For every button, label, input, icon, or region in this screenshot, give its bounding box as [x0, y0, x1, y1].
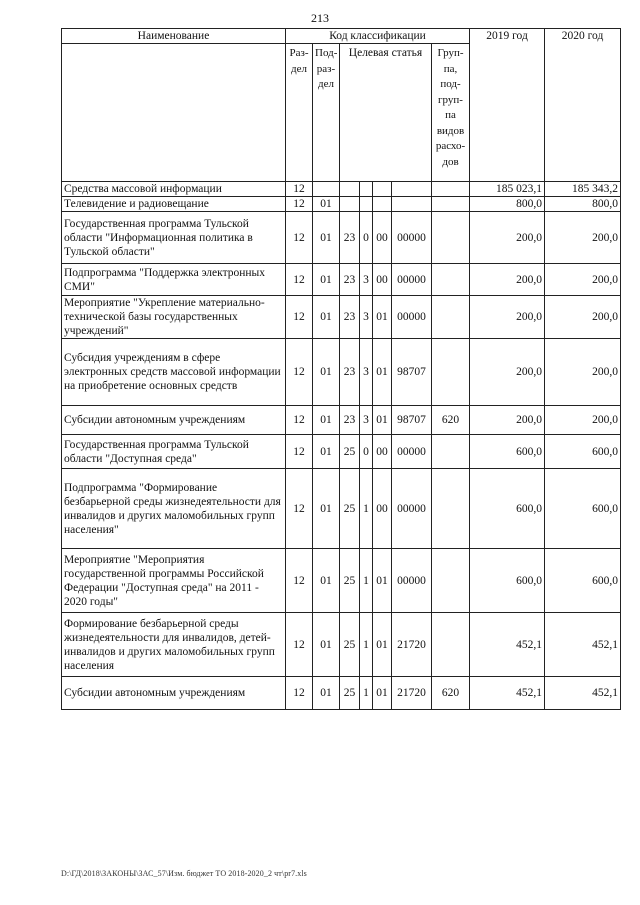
- header-2019: 2019 год: [470, 29, 545, 182]
- cell-razdel: 12: [286, 296, 313, 339]
- table-row: [62, 677, 621, 710]
- cell-podrazdel: 01: [313, 339, 340, 406]
- header-code: Код классификации: [286, 29, 470, 44]
- cell-t2: 1: [360, 469, 373, 549]
- cell-name: Подпрограмма "Поддержка электронных СМИ": [62, 264, 286, 296]
- cell-v2019: 200,0: [470, 296, 545, 339]
- header-target: Целевая статья: [340, 44, 432, 182]
- cell-t1: 25: [340, 549, 360, 613]
- cell-razdel: 12: [286, 339, 313, 406]
- cell-name: Подпрограмма "Формирование безбарьерной среды жизнедеятельности для инвалидов и других маломобильных групп населения": [62, 469, 286, 549]
- cell-v2020: 200,0: [545, 406, 621, 435]
- cell-t3: [373, 197, 392, 212]
- cell-t1: 23: [340, 212, 360, 264]
- cell-name: Формирование безбарьерной среды жизнедеятельности для инвалидов, детей-инвалидов и других маломобильных групп населения: [62, 613, 286, 677]
- cell-podrazdel: 01: [313, 549, 340, 613]
- cell-t2: 1: [360, 613, 373, 677]
- cell-vid: [432, 469, 470, 549]
- cell-name: Субсидии автономным учреждениям: [62, 677, 286, 710]
- cell-t1: 23: [340, 296, 360, 339]
- cell-razdel: 12: [286, 197, 313, 212]
- cell-t4: 21720: [392, 613, 432, 677]
- table-row: [62, 339, 621, 406]
- cell-t3: 00: [373, 264, 392, 296]
- table-row: [62, 296, 621, 339]
- cell-podrazdel: 01: [313, 406, 340, 435]
- cell-razdel: 12: [286, 435, 313, 469]
- header-name-blank: [62, 44, 286, 182]
- cell-t3: 01: [373, 613, 392, 677]
- cell-vid: [432, 339, 470, 406]
- cell-razdel: 12: [286, 212, 313, 264]
- cell-t4: 21720: [392, 677, 432, 710]
- cell-t2: [360, 197, 373, 212]
- table-row: [62, 549, 621, 613]
- header-2020: 2020 год: [545, 29, 621, 182]
- cell-podrazdel: 01: [313, 469, 340, 549]
- cell-v2020: 600,0: [545, 549, 621, 613]
- cell-razdel: 12: [286, 613, 313, 677]
- cell-t3: 01: [373, 406, 392, 435]
- cell-t4: [392, 182, 432, 197]
- cell-t4: 00000: [392, 549, 432, 613]
- cell-v2020: 600,0: [545, 469, 621, 549]
- cell-t4: 98707: [392, 339, 432, 406]
- cell-razdel: 12: [286, 182, 313, 197]
- cell-t4: 00000: [392, 296, 432, 339]
- cell-t1: 23: [340, 339, 360, 406]
- cell-name: Субсидия учреждениям в сфере электронных средств массовой информации на приобретение основных средств: [62, 339, 286, 406]
- cell-t3: 01: [373, 339, 392, 406]
- cell-razdel: 12: [286, 677, 313, 710]
- cell-v2019: 600,0: [470, 469, 545, 549]
- table-row: [62, 406, 621, 435]
- cell-vid: 620: [432, 677, 470, 710]
- cell-razdel: 12: [286, 406, 313, 435]
- cell-t2: 3: [360, 339, 373, 406]
- cell-podrazdel: 01: [313, 613, 340, 677]
- cell-t3: 00: [373, 212, 392, 264]
- cell-v2020: 452,1: [545, 613, 621, 677]
- cell-t3: 00: [373, 435, 392, 469]
- page-number: 213: [311, 11, 329, 25]
- cell-v2019: 800,0: [470, 197, 545, 212]
- cell-v2019: 200,0: [470, 406, 545, 435]
- cell-v2019: 452,1: [470, 613, 545, 677]
- cell-v2019: 185 023,1: [470, 182, 545, 197]
- cell-t4: 98707: [392, 406, 432, 435]
- cell-t1: 23: [340, 406, 360, 435]
- table-row: [62, 435, 621, 469]
- header-subsection: Под- раз- дел: [313, 44, 340, 182]
- file-path-footer: D:\ГД\2018\ЗАКОНЫ\ЗАС_57\Изм. бюджет ТО 2018-2020_2 чт\pr7.xls: [61, 869, 307, 878]
- cell-v2019: 600,0: [470, 435, 545, 469]
- cell-t4: [392, 197, 432, 212]
- cell-t4: 00000: [392, 264, 432, 296]
- cell-t1: 25: [340, 435, 360, 469]
- header-row-1: [62, 29, 621, 44]
- cell-razdel: 12: [286, 264, 313, 296]
- cell-t2: 1: [360, 677, 373, 710]
- cell-v2020: 200,0: [545, 296, 621, 339]
- cell-t2: 1: [360, 549, 373, 613]
- cell-podrazdel: 01: [313, 212, 340, 264]
- cell-t4: 00000: [392, 469, 432, 549]
- cell-t2: 3: [360, 406, 373, 435]
- cell-t2: 0: [360, 212, 373, 264]
- cell-t2: [360, 182, 373, 197]
- table-row: [62, 212, 621, 264]
- table-row: [62, 182, 621, 197]
- cell-v2020: 452,1: [545, 677, 621, 710]
- cell-t1: 23: [340, 264, 360, 296]
- header-name: Наименование: [62, 29, 286, 44]
- cell-v2019: 200,0: [470, 264, 545, 296]
- cell-t1: [340, 197, 360, 212]
- cell-v2019: 452,1: [470, 677, 545, 710]
- header-section: Раз- дел: [286, 44, 313, 182]
- cell-t1: [340, 182, 360, 197]
- cell-podrazdel: 01: [313, 677, 340, 710]
- cell-t3: 01: [373, 677, 392, 710]
- cell-t1: 25: [340, 677, 360, 710]
- cell-t3: 00: [373, 469, 392, 549]
- cell-podrazdel: [313, 182, 340, 197]
- cell-name: Телевидение и радиовещание: [62, 197, 286, 212]
- cell-t3: [373, 182, 392, 197]
- cell-t2: 0: [360, 435, 373, 469]
- cell-podrazdel: 01: [313, 197, 340, 212]
- cell-v2020: 185 343,2: [545, 182, 621, 197]
- cell-vid: [432, 435, 470, 469]
- cell-vid: [432, 197, 470, 212]
- cell-vid: [432, 182, 470, 197]
- cell-vid: [432, 264, 470, 296]
- budget-table: [61, 28, 621, 710]
- cell-name: Мероприятие "Укрепление материально-технической базы государственных учреждений": [62, 296, 286, 339]
- cell-vid: [432, 296, 470, 339]
- cell-vid: [432, 549, 470, 613]
- cell-t4: 00000: [392, 212, 432, 264]
- table-row: [62, 469, 621, 549]
- cell-t2: 3: [360, 296, 373, 339]
- cell-podrazdel: 01: [313, 264, 340, 296]
- cell-name: Государственная программа Тульской области "Информационная политика в Тульской области": [62, 212, 286, 264]
- cell-v2020: 200,0: [545, 339, 621, 406]
- cell-v2020: 200,0: [545, 264, 621, 296]
- header-group: Груп- па, под- груп- па видов расхо- дов: [432, 44, 470, 182]
- cell-razdel: 12: [286, 469, 313, 549]
- table-row: [62, 613, 621, 677]
- cell-v2019: 600,0: [470, 549, 545, 613]
- cell-name: Субсидии автономным учреждениям: [62, 406, 286, 435]
- cell-v2019: 200,0: [470, 212, 545, 264]
- cell-vid: 620: [432, 406, 470, 435]
- cell-vid: [432, 613, 470, 677]
- cell-v2020: 800,0: [545, 197, 621, 212]
- cell-v2020: 200,0: [545, 212, 621, 264]
- cell-name: Мероприятие "Мероприятия государственной программы Российской Федерации "Доступная среда" на 2011 - 2020 годы": [62, 549, 286, 613]
- cell-v2019: 200,0: [470, 339, 545, 406]
- cell-podrazdel: 01: [313, 435, 340, 469]
- cell-v2020: 600,0: [545, 435, 621, 469]
- cell-t3: 01: [373, 549, 392, 613]
- cell-t4: 00000: [392, 435, 432, 469]
- table-row: [62, 197, 621, 212]
- cell-podrazdel: 01: [313, 296, 340, 339]
- cell-name: Государственная программа Тульской области "Доступная среда": [62, 435, 286, 469]
- cell-vid: [432, 212, 470, 264]
- table-row: [62, 264, 621, 296]
- cell-t1: 25: [340, 613, 360, 677]
- cell-t3: 01: [373, 296, 392, 339]
- cell-t2: 3: [360, 264, 373, 296]
- cell-razdel: 12: [286, 549, 313, 613]
- cell-t1: 25: [340, 469, 360, 549]
- cell-name: Средства массовой информации: [62, 182, 286, 197]
